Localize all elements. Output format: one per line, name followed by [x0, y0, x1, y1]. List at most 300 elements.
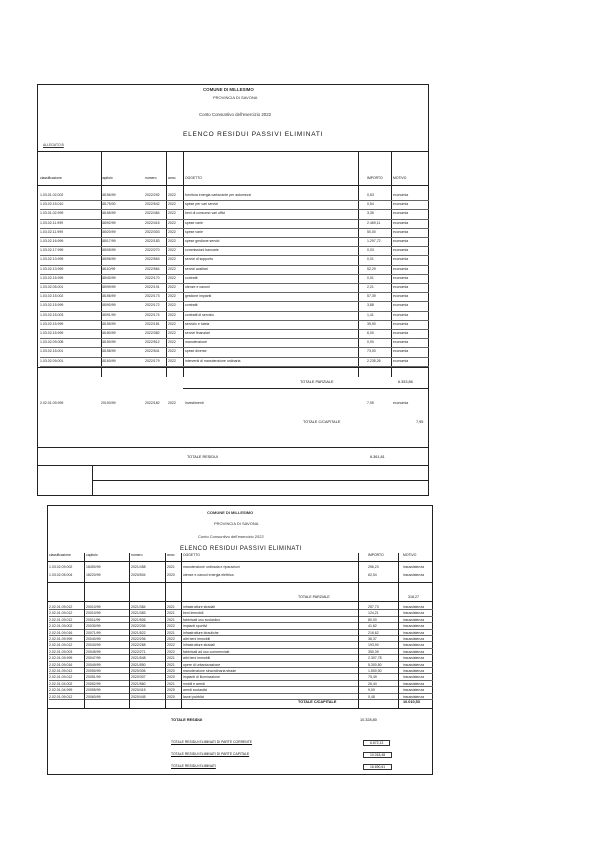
column-header: classificazione: [49, 553, 71, 557]
table-row: [37, 192, 429, 201]
table-row: [37, 321, 429, 330]
cell-cap: 18165/99: [101, 211, 116, 216]
cell-cls: 2.02.01.09.999: [49, 656, 73, 661]
cell-num: 2020/504: [131, 572, 146, 577]
cell-cls: 1.03.02.15.999: [40, 303, 64, 308]
doc1-totale-residui-label: TOTALE RESIDUI: [187, 455, 218, 459]
cell-num: 2021/458: [131, 565, 146, 569]
cell-num: 2022/268: [131, 643, 146, 648]
cell-num: 2022/206: [131, 637, 146, 641]
cell-anno: 2022: [168, 285, 176, 289]
cell-obj: spese varie: [185, 220, 203, 225]
cell-anno: 2022: [167, 624, 175, 629]
summary-value: 16.690,61: [363, 764, 392, 770]
cell-cap: 18158/99: [101, 349, 116, 354]
cell-cap: 20040/99: [86, 637, 101, 641]
table-row: [37, 220, 429, 229]
cell-cap: 20047/99: [86, 656, 101, 661]
cell-num: 2022/181: [145, 321, 160, 326]
cell-cls: 2.02.01.09.016: [49, 662, 73, 667]
column-header: OGGETTO: [185, 176, 202, 180]
cell-imp: 124,21: [368, 611, 379, 616]
cell-imp: 0,53: [367, 193, 374, 197]
cell-anno: 2022: [167, 649, 175, 654]
cell-imp: 7,95: [367, 401, 374, 405]
cell-cap: 18092/99: [101, 220, 116, 225]
table-row: [37, 256, 429, 265]
cell-num: 2022/484: [145, 211, 160, 216]
cell-anno: 2022: [167, 637, 175, 641]
cell-cap: 18160/99: [101, 358, 116, 363]
doc2-title: ELENCO RESIDUI PASSIVI ELIMINATI: [180, 546, 302, 552]
cell-num: 2020/306: [131, 669, 146, 673]
cell-imp: 256,23: [368, 565, 379, 569]
cell-anno: 2021: [167, 617, 175, 622]
cell-cls: 2.02.01.04.999: [49, 688, 73, 693]
cell-cap: 20051/99: [86, 675, 101, 680]
column-header: capitolo: [101, 176, 113, 180]
cell-mot: economia: [393, 349, 409, 354]
cell-num: 2022/183: [145, 239, 160, 243]
cell-imp: 3,35: [367, 211, 374, 216]
cell-num: 2022/541: [145, 349, 160, 354]
cell-num: 2022/542: [145, 202, 160, 207]
cell-num: 2022/564: [145, 266, 160, 271]
cell-num: 2022/191: [145, 285, 160, 289]
cell-cap: 20071/99: [86, 630, 101, 635]
table-row: [37, 284, 429, 293]
cell-imp: 193,90: [368, 643, 379, 648]
cell-cap: 20060/99: [86, 694, 101, 699]
doc1-header-rule: [37, 151, 429, 152]
cell-imp: 0,03: [367, 248, 374, 253]
table-row: [37, 293, 429, 302]
cell-anno: 2021: [167, 630, 175, 635]
cell-num: 2020/445: [131, 694, 146, 699]
cell-obj: altri beni immobili: [183, 656, 211, 661]
cell-cap: 18155/99: [101, 321, 116, 326]
cell-anno: 2022: [168, 312, 176, 317]
doc2-table-body-a: [47, 564, 433, 584]
cell-cap: 20030/99: [86, 624, 101, 629]
table-row: [47, 564, 433, 572]
cell-imp: 0,90: [367, 340, 374, 345]
cell-cap: 20010/99: [86, 605, 101, 609]
cell-anno: 2020: [167, 669, 175, 673]
cell-num: 2022/174: [145, 312, 160, 317]
cell-mot: economia: [393, 193, 409, 197]
doc2-totale-residui-label: TOTALE RESIDUI: [171, 718, 203, 722]
doc2-provincia: PROVINCIA DI SAVONA: [214, 521, 259, 526]
cell-obj: impianti di illuminazione: [183, 675, 220, 680]
cell-imp: 2.469,11: [367, 220, 381, 225]
cell-cls: 1.03.02.15.001: [40, 349, 64, 354]
table-row: [37, 339, 429, 348]
cell-cls: 1.03.02.09.002: [49, 565, 73, 569]
cell-anno: 2021: [167, 611, 175, 616]
table-row: [37, 358, 429, 367]
cell-num: 2022/563: [145, 257, 160, 262]
cell-cls: 2.02.01.09.999: [40, 401, 64, 405]
cell-cap: 18096/99: [101, 257, 116, 262]
cell-cap: 20049/99: [86, 662, 101, 667]
cell-obj: investimenti: [185, 401, 204, 405]
doc1-provincia: PROVINCIA DI SAVONA: [213, 95, 258, 100]
doc1-totale-parziale-label: TOTALE PARZIALE: [300, 380, 334, 384]
cell-cls: 1.03.02.05.001: [40, 285, 64, 289]
doc2-rows-a-end: [47, 582, 433, 583]
table-row: [37, 275, 429, 284]
cell-anno: 2022: [168, 266, 176, 271]
cell-anno: 2022: [168, 275, 176, 280]
cell-anno: 2022: [168, 401, 176, 405]
cell-mot: economia: [393, 202, 409, 207]
cell-cap: 18156/99: [101, 294, 116, 299]
doc2-totale-residui-value: 10.328,80: [360, 718, 377, 722]
cell-mot: economia: [393, 358, 409, 363]
cell-anno: 2022: [168, 193, 176, 197]
cell-obj: beni di consumo vari uffici: [185, 211, 226, 216]
cell-num: 2022/179: [145, 358, 160, 363]
doc2-header-rule: [47, 561, 433, 562]
cell-anno: 2022: [168, 331, 176, 335]
column-header: numero: [131, 553, 143, 557]
cell-mot: economia: [393, 340, 409, 345]
cell-anno: 2022: [168, 294, 176, 299]
cell-imp: 2.235,26: [367, 358, 381, 363]
cell-mot: insussistenza: [403, 605, 425, 609]
cell-imp: 257,73: [368, 605, 379, 609]
cell-num: 2022/271: [131, 649, 146, 654]
cell-obj: fabbricati ad uso commerciale: [183, 649, 230, 654]
cell-cap: 18220/99: [86, 572, 101, 577]
cell-imp: 0,48: [368, 694, 375, 699]
table-row: [37, 312, 429, 321]
doc2-conto: Conto Consuntivo dell'esercizio 2022: [198, 534, 264, 539]
cell-mot: insussistenza: [403, 669, 425, 673]
cell-cls: 2.02.01.09.012: [49, 611, 73, 616]
cell-mot: economia: [393, 220, 409, 225]
cell-imp: 2.307,78: [368, 656, 382, 661]
cell-cap: 18005/99: [101, 248, 116, 253]
cell-cls: 1.03.02.13.999: [40, 266, 64, 271]
cell-num: 2021/522: [131, 630, 146, 635]
column-header: capitolo: [86, 553, 98, 557]
doc1-totale-residui-value: 6.361,81: [370, 455, 385, 459]
summary-label: TOTALE RESIDUI ELIMINATI: [171, 764, 216, 768]
cell-obj: beni immobili: [183, 611, 204, 616]
cell-mot: economia: [393, 239, 409, 243]
column-header: numero: [145, 176, 157, 180]
cell-num: 2021/383: [131, 611, 146, 616]
cell-anno: 2022: [168, 340, 176, 345]
cell-mot: economia: [393, 401, 409, 405]
cell-cls: 1.03.01.02.002: [40, 193, 64, 197]
cell-obj: contratti di servizio: [185, 312, 214, 317]
doc2-col-divider: [165, 553, 166, 708]
cell-num: 2022/292: [145, 193, 160, 197]
cell-mot: insussistenza: [403, 688, 425, 693]
cell-cap: 18180/99: [101, 331, 116, 335]
doc1-bottom-divider: [92, 465, 93, 496]
cell-obj: servizi di supporto: [185, 257, 214, 262]
cell-anno: 2022: [168, 229, 176, 234]
cell-cls: 1.03.02.11.999: [40, 220, 64, 225]
cell-obj: manutenzione straordinaria strade: [183, 669, 237, 673]
cell-num: 2022/172: [145, 303, 160, 308]
cell-mot: insussistenza: [403, 662, 425, 667]
doc2-capitale-rule: [47, 708, 433, 709]
cell-num: 2021/506: [131, 617, 146, 622]
column-header: anno: [168, 176, 176, 180]
cell-anno: 2022: [168, 358, 176, 363]
column-header: classificazione: [40, 176, 62, 180]
doc2-parziale-rule: [47, 601, 433, 602]
cell-cls: 2.02.01.09.002: [49, 624, 73, 629]
row-rule: [49, 699, 433, 700]
cell-anno: 2020: [167, 694, 175, 699]
cell-anno: 2022: [168, 349, 176, 354]
cell-obj: servizio e tutela: [185, 321, 210, 326]
summary-label: TOTALE RESIDUI ELIMINATI DI PARTE CAPITALE: [171, 752, 250, 756]
cell-cap: 20010/99: [86, 611, 101, 616]
doc2-comune: COMUNE DI MILLESIMO: [207, 510, 254, 515]
cell-imp: 73,00: [367, 349, 376, 354]
cell-cls: 1.03.02.15.999: [40, 275, 64, 280]
cell-imp: 5.300,50: [368, 662, 382, 667]
cell-cls: 1.03.02.16.999: [40, 239, 64, 243]
doc2-col-divider: [84, 553, 85, 708]
cell-cap: 18020/99: [101, 229, 116, 234]
cell-num: 2021/548: [131, 656, 146, 661]
cell-obj: arredi scolastici: [183, 688, 208, 693]
cell-obj: infrastrutture stradali: [183, 605, 215, 609]
column-header: MOTIVO: [393, 176, 407, 180]
cell-mot: insussistenza: [403, 675, 425, 680]
cell-obj: utenze e canoni energia elettrica: [183, 572, 234, 577]
cell-obj: spese per vari servizi: [185, 202, 218, 207]
cell-imp: 52,29: [367, 266, 376, 271]
column-header: OGGETTO: [183, 553, 200, 557]
cell-mot: insussistenza: [403, 643, 425, 648]
cell-obj: contratti: [185, 303, 198, 308]
column-header: anno: [167, 553, 175, 557]
cell-cap: 20055/99: [86, 688, 101, 693]
doc2-table-body-b: [47, 604, 433, 704]
column-header: MOTIVO: [403, 553, 417, 557]
cell-cls: 1.03.02.17.999: [40, 248, 64, 253]
cell-cls: 1.03.02.15.999: [40, 331, 64, 335]
cell-anno: 2020: [167, 688, 175, 693]
cell-mot: economia: [393, 285, 409, 289]
cell-anno: 2021: [167, 656, 175, 661]
doc1-header-underline: [37, 185, 429, 186]
cell-anno: 2022: [167, 643, 175, 648]
cell-cap: 18099/99: [101, 285, 116, 289]
cell-num: 2021/384: [131, 605, 146, 609]
cell-num: 2022/382: [145, 331, 160, 335]
cell-cls: 2.02.01.09.016: [49, 630, 73, 635]
doc1-allegato: ALLEGATO B: [43, 143, 64, 147]
table-row: [37, 247, 429, 256]
doc2-col-divider: [398, 553, 399, 708]
cell-num: 2021/550: [131, 662, 146, 667]
cell-cls: 2.02.01.09.012: [49, 675, 73, 680]
cell-num: 2022/303: [145, 229, 160, 234]
cell-cap: 20011/99: [86, 617, 101, 622]
cell-obj: commissioni bancarie: [185, 248, 219, 253]
cell-cls: 2.02.01.04.002: [49, 681, 73, 686]
doc2-col-divider: [181, 553, 182, 708]
doc1-residui-rule: [37, 465, 429, 466]
table-row: [37, 229, 429, 238]
cell-num: 2022/170: [145, 275, 160, 280]
cell-cls: 1.03.01.02.999: [40, 211, 64, 216]
cell-anno: 2022: [168, 220, 176, 225]
doc2-summary-block: [47, 740, 433, 776]
cell-obj: altri beni immobili: [183, 637, 211, 641]
cell-cap: 20050/99: [86, 669, 101, 673]
cell-imp: 50,00: [367, 229, 376, 234]
cell-obj: spese varie: [185, 229, 203, 234]
cell-anno: 2022: [168, 257, 176, 262]
table-row: [37, 238, 429, 247]
column-header: IMPORTO: [367, 176, 383, 180]
cell-obj: opere di urbanizzazione: [183, 662, 221, 667]
cell-mot: insussistenza: [403, 694, 425, 699]
cell-mot: economia: [393, 275, 409, 280]
cell-mot: insussistenza: [403, 617, 425, 622]
cell-mot: insussistenza: [403, 572, 425, 577]
cell-anno: 2021: [167, 662, 175, 667]
cell-mot: economia: [393, 211, 409, 216]
cell-obj: mobili e arredi: [183, 681, 205, 686]
cell-mot: insussistenza: [403, 637, 425, 641]
cell-imp: 0,01: [367, 257, 374, 262]
cell-mot: economia: [393, 312, 409, 317]
cell-anno: 2021: [167, 565, 175, 569]
cell-anno: 2022: [168, 303, 176, 308]
doc1-parziale-rule: [183, 388, 429, 389]
table-row: [37, 266, 429, 275]
table-row: [37, 330, 429, 339]
cell-imp: 3,88: [367, 303, 374, 308]
cell-obj: infrastrutture stradali: [183, 643, 215, 648]
cell-anno: 2022: [168, 202, 176, 207]
cell-cls: 1.03.02.05.004: [49, 572, 73, 577]
doc1-capital-row: [37, 400, 429, 408]
cell-cls: 1.03.02.09.008: [40, 340, 64, 345]
cell-mot: insussistenza: [403, 565, 425, 569]
cell-obj: infrastrutture idrauliche: [183, 630, 219, 635]
cell-imp: 216,62: [368, 630, 379, 635]
doc1-comune: COMUNE DI MILLESIMO: [203, 87, 254, 92]
cell-obj: gestione impianti: [185, 294, 212, 299]
cell-cls: 1.03.02.11.999: [40, 229, 64, 234]
cell-num: 2022/512: [145, 340, 160, 345]
cell-imp: 1,41: [367, 312, 374, 317]
cell-anno: 2020: [167, 572, 175, 577]
doc2-parziale-label: TOTALE PARZIALE: [298, 595, 330, 599]
cell-imp: 1.500,00: [368, 669, 382, 673]
cell-anno: 2022: [168, 211, 176, 216]
cell-cls: 1.03.02.15.999: [40, 321, 64, 326]
doc1-totale-parziale-value: 6.353,86: [398, 380, 413, 384]
cell-obj: fornitura energia carburante per automezzi: [185, 193, 252, 197]
cell-anno: 2021: [167, 605, 175, 609]
doc1-bottom-rule: [92, 480, 429, 481]
cell-num: 2022/206: [131, 624, 146, 629]
cell-obj: manutenzione ordinaria e riparazioni: [183, 565, 240, 569]
cell-mot: insussistenza: [403, 611, 425, 616]
cell-cls: 2.02.01.09.003: [49, 649, 73, 654]
cell-mot: economia: [393, 229, 409, 234]
cell-cap: 18156/99: [101, 193, 116, 197]
cell-mot: insussistenza: [403, 649, 425, 654]
doc1-totale-capitale-value: 7,95: [416, 420, 424, 424]
cell-cap: 20043/99: [86, 643, 101, 648]
cell-imp: 9,00: [368, 688, 375, 693]
cell-obj: fabbricati uso scolastico: [183, 617, 221, 622]
table-row: [37, 348, 429, 357]
cell-cls: 1.03.02.15.003: [40, 312, 64, 317]
doc1-totale-capitale-label: TOTALE C/CAPITALE: [303, 420, 341, 424]
cell-mot: economia: [393, 294, 409, 299]
cell-obj: lavori pubblici: [183, 694, 205, 699]
doc1-rows-end: [37, 367, 429, 368]
cell-anno: 2022: [168, 248, 176, 253]
cell-cap: 18090/99: [101, 303, 116, 308]
cell-imp: 57,39: [367, 294, 376, 299]
cell-cls: 1.03.02.15.010: [40, 202, 64, 207]
cell-obj: servizi ausiliari: [185, 266, 208, 271]
doc2-parziale-value: 318,27: [408, 595, 419, 599]
cell-num: 2022/182: [145, 401, 160, 405]
cell-mot: economia: [393, 266, 409, 271]
cell-num: 2022/415: [145, 220, 160, 225]
table-row: [37, 302, 429, 311]
cell-mot: economia: [393, 321, 409, 326]
cell-anno: 2022: [168, 239, 176, 243]
doc1-title: ELENCO RESIDUI PASSIVI ELIMINATI: [183, 131, 324, 138]
cell-obj: manutenzione: [185, 340, 207, 345]
doc2-totale-capitale-label: TOTALE C/CAPITALE: [298, 700, 337, 704]
doc1-table-body: [37, 192, 429, 372]
cell-cls: 1.03.02.13.999: [40, 257, 64, 262]
cell-mot: insussistenza: [403, 681, 425, 686]
cell-cap: 18110/99: [101, 266, 116, 271]
doc1-capitale-rule: [37, 447, 429, 448]
cell-cap: 20052/99: [86, 681, 101, 686]
cell-cap: 18175/00: [101, 202, 116, 207]
table-row: [47, 572, 433, 580]
cell-mot: insussistenza: [403, 624, 425, 629]
cell-mot: insussistenza: [403, 656, 425, 661]
cell-imp: 41,62: [368, 624, 377, 629]
cell-imp: 1.297,72: [367, 239, 381, 243]
cell-obj: spese gestione servizi: [185, 239, 220, 243]
cell-anno: 2022: [168, 321, 176, 326]
cell-cap: 18150/99: [101, 340, 116, 345]
summary-label: TOTALE RESIDUI ELIMINATI DI PARTE CORRENTE: [171, 740, 253, 744]
summary-value: 6.672,13: [363, 740, 390, 746]
cell-cap: 18450/99: [86, 565, 101, 569]
cell-mot: economia: [393, 248, 409, 253]
cell-cls: 1.03.02.09.001: [40, 358, 64, 363]
doc2-totale-capitale-value: 10.010,53: [403, 700, 420, 704]
cell-imp: 75,49: [368, 675, 377, 680]
cell-mot: insussistenza: [403, 630, 425, 635]
